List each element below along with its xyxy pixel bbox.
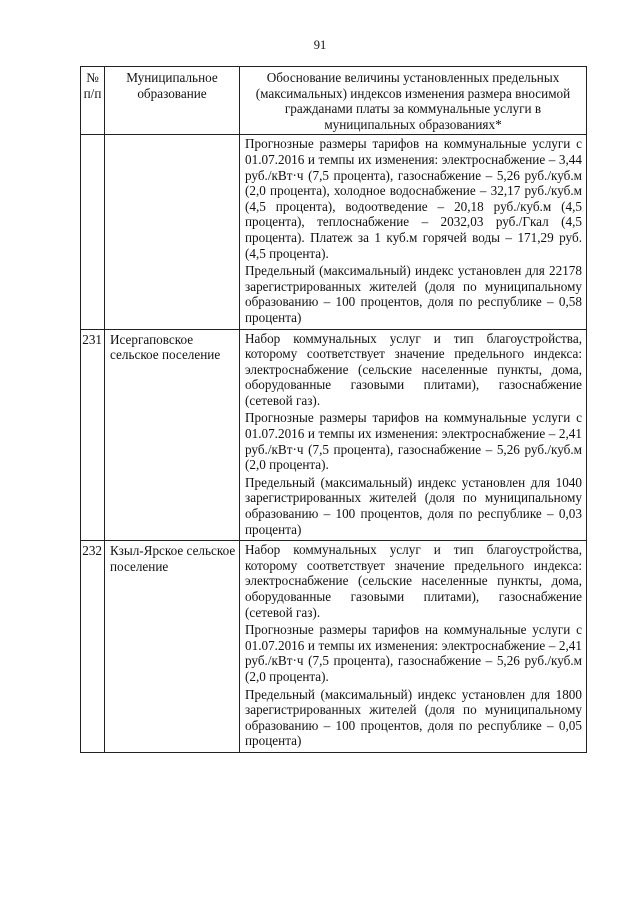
header-municipality: Муниципальное образование: [105, 67, 240, 135]
justification-paragraph: Прогнозные размеры тарифов на коммунальные услуги с 01.07.2016 и темпы их изменения: электроснабжение – 3,44 руб./кВт·ч (7,5 процента), газоснабжение – 5,26 руб./куб.м (2,0 процента), холодное водоснабжение – 32,17 руб./куб.м (4,5 процента), водоотведение – 20,18 руб./куб.м (4,5 процента), теплоснабжение – 2032,03 руб./Гкал (4,5 процента). Платеж за 1 куб.м горячей воды – 171,29 руб. (4,5 процента).: [245, 136, 582, 261]
justification-paragraph: Предельный (максимальный) индекс установлен для 1800 зарегистрированных жителей (доля по муниципальному образованию – 100 процентов, доля по республике – 0,05 процента): [245, 686, 582, 749]
row-municipality: Кзыл-Ярское сельское поселение: [105, 541, 240, 753]
row-municipality: Исергаповское сельское поселение: [105, 329, 240, 541]
row-justification: [240, 135, 587, 329]
tariff-table: [80, 66, 587, 753]
header-justification: Обоснование величины установленных предельных (максимальных) индексов изменения размера вносимой гражданами платы за коммунальные услуги в муниципальных образованиях*: [240, 67, 587, 135]
table-row: [81, 135, 587, 329]
table-row: [81, 541, 587, 753]
row-number: 231: [81, 329, 105, 541]
row-justification: [240, 541, 587, 753]
page-number: 91: [313, 38, 327, 52]
justification-paragraph: Набор коммунальных услуг и тип благоустройства, которому соответствует значение предельного индекса: электроснабжение (сельские населенные пункты, дома, оборудованные газовыми плитами), газоснабжение (сетевой газ).: [245, 542, 582, 620]
header-number: № п/п: [81, 67, 105, 135]
table-header-row: [81, 67, 587, 135]
justification-paragraph: Предельный (максимальный) индекс установлен для 22178 зарегистрированных жителей (доля по муниципальному образованию – 100 процентов, доля по республике – 0,58 процента): [245, 263, 582, 325]
row-number: 232: [81, 541, 105, 753]
table-row: [81, 329, 587, 541]
justification-paragraph: Прогнозные размеры тарифов на коммунальные услуги с 01.07.2016 и темпы их изменения: электроснабжение – 2,41 руб./кВт·ч (7,5 процента), газоснабжение – 5,26 руб./куб.м (2,0 процента).: [245, 622, 582, 684]
justification-paragraph: Предельный (максимальный) индекс установлен для 1040 зарегистрированных жителей (доля по муниципальному образованию – 100 процентов, доля по республике – 0,03 процента): [245, 474, 582, 537]
row-justification: [240, 329, 587, 541]
justification-paragraph: Прогнозные размеры тарифов на коммунальные услуги с 01.07.2016 и темпы их изменения: электроснабжение – 2,41 руб./кВт·ч (7,5 процента), газоснабжение – 5,26 руб./куб.м (2,0 процента).: [245, 410, 582, 473]
row-number: [81, 135, 105, 329]
justification-paragraph: Набор коммунальных услуг и тип благоустройства, которому соответствует значение предельного индекса: электроснабжение (сельские населенные пункты, дома, оборудованные газовыми плитами), газоснабжение (сетевой газ).: [245, 330, 582, 408]
row-municipality: [105, 135, 240, 329]
